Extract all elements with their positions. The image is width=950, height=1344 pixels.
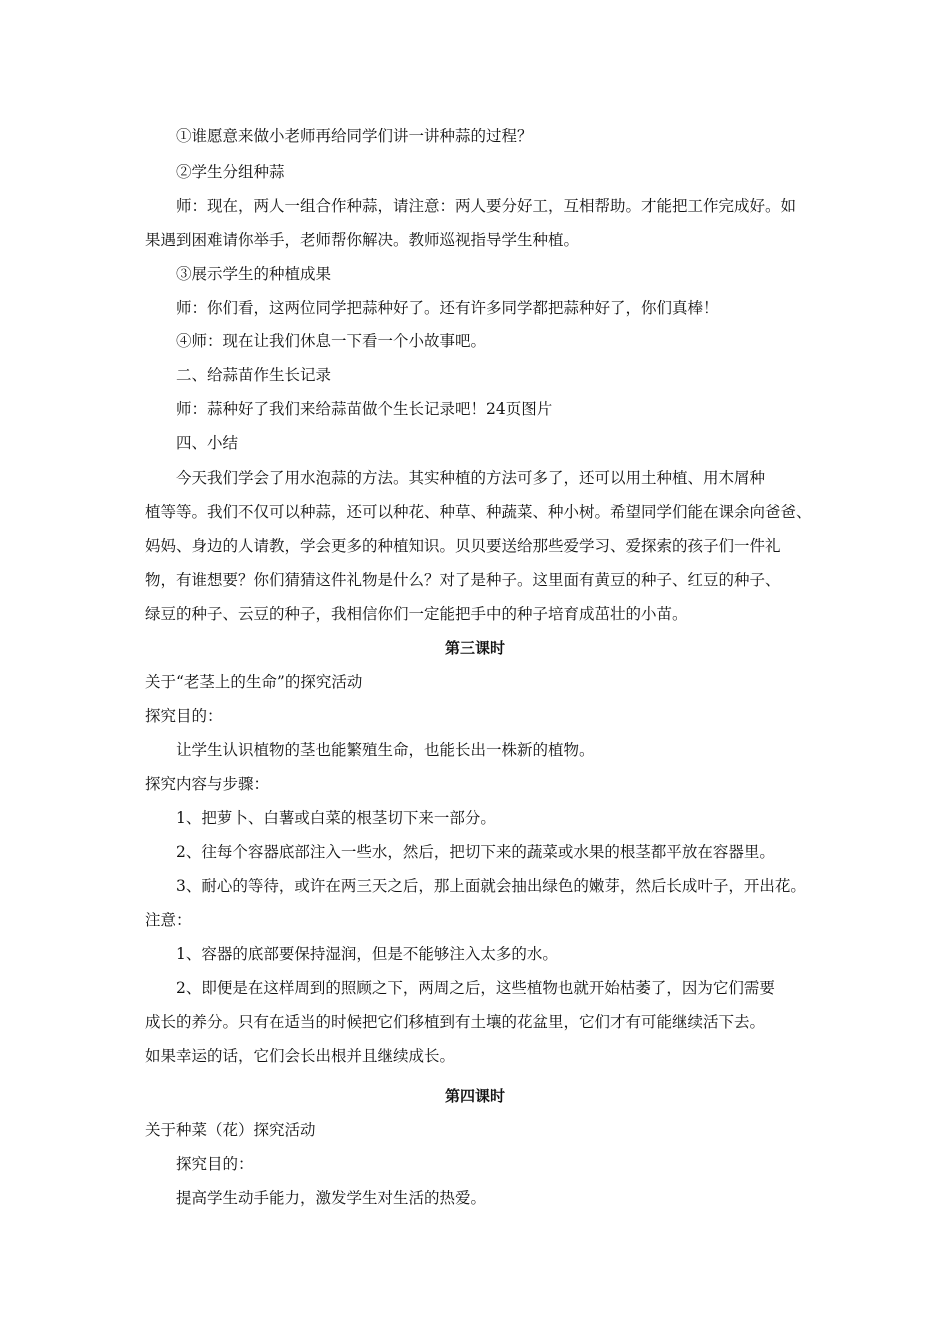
list-item: 1、把萝卜、白薯或白菜的根茎切下来一部分。 (176, 809, 496, 827)
list-item: 2、往每个容器底部注入一些水，然后，把切下来的蔬菜或水果的根茎都平放在容器里。 (176, 843, 775, 861)
paragraph-line: 妈妈、身边的人请教，学会更多的种植知识。贝贝要送给那些爱学习、爱探索的孩子们一件礼 (145, 537, 781, 555)
paragraph-line: 师：蒜种好了我们来给蒜苗做个生长记录吧！24页图片 (176, 400, 553, 418)
paragraph-line: 今天我们学会了用水泡蒜的方法。其实种植的方法可多了，还可以用土种植、用木屑种 (176, 469, 766, 487)
label-line: 探究内容与步骤： (145, 775, 270, 793)
paragraph-line: 师：你们看，这两位同学把蒜种好了。还有许多同学都把蒜种好了，你们真棒！ (176, 299, 719, 317)
paragraph-line: 如果幸运的话，它们会长出根并且继续成长。 (145, 1047, 456, 1065)
paragraph-line: 师：现在，两人一组合作种蒜，请注意：两人要分好工，互相帮助。才能把工作完成好。如 (176, 197, 797, 215)
activity-title: 关于种菜（花）探究活动 (145, 1121, 316, 1139)
paragraph-line: ②学生分组种蒜 (176, 163, 285, 181)
paragraph-line: 果遇到困难请你举手，老师帮你解决。教师巡视指导学生种植。 (145, 231, 580, 249)
paragraph-line: 让学生认识植物的茎也能繁殖生命，也能长出一株新的植物。 (176, 741, 595, 759)
label-line: 探究目的： (145, 707, 223, 725)
paragraph-line: ④师：现在让我们休息一下看一个小故事吧。 (176, 332, 487, 350)
list-item: 2、即便是在这样周到的照顾之下，两周之后，这些植物也就开始枯萎了，因为它们需要 (176, 979, 775, 997)
paragraph-line: 成长的养分。只有在适当的时候把它们移植到有土壤的花盆里，它们才有可能继续活下去。 (145, 1013, 766, 1031)
label-line: 探究目的： (176, 1155, 254, 1173)
paragraph-line: 提高学生动手能力，激发学生对生活的热爱。 (176, 1189, 487, 1207)
lesson-heading-3: 第三课时 (444, 639, 505, 657)
lesson-heading-4: 第四课时 (444, 1087, 505, 1105)
list-item: 1、容器的底部要保持湿润，但是不能够注入太多的水。 (176, 945, 558, 963)
section-heading: 二、给蒜苗作生长记录 (176, 366, 332, 384)
label-line: 注意： (145, 911, 192, 929)
activity-title: 关于“老茎上的生命”的探究活动 (145, 673, 363, 691)
list-item: 3、耐心的等待，或许在两三天之后，那上面就会抽出绿色的嫩芽，然后长成叶子，开出花。 (176, 877, 806, 895)
paragraph-line: ③展示学生的种植成果 (176, 265, 332, 283)
paragraph-line: 物，有谁想要？你们猜猜这件礼物是什么？对了是种子。这里面有黄豆的种子、红豆的种子、 (145, 571, 781, 589)
paragraph-line: 绿豆的种子、云豆的种子，我相信你们一定能把手中的种子培育成茁壮的小苗。 (145, 605, 688, 623)
paragraph-line: 植等等。我们不仅可以种蒜，还可以种花、种草、种蔬菜、种小树。希望同学们能在课余向爸爸、 (145, 503, 812, 521)
section-heading: 四、小结 (176, 434, 239, 452)
paragraph-line: ①谁愿意来做小老师再给同学们讲一讲种蒜的过程？ (176, 127, 533, 145)
